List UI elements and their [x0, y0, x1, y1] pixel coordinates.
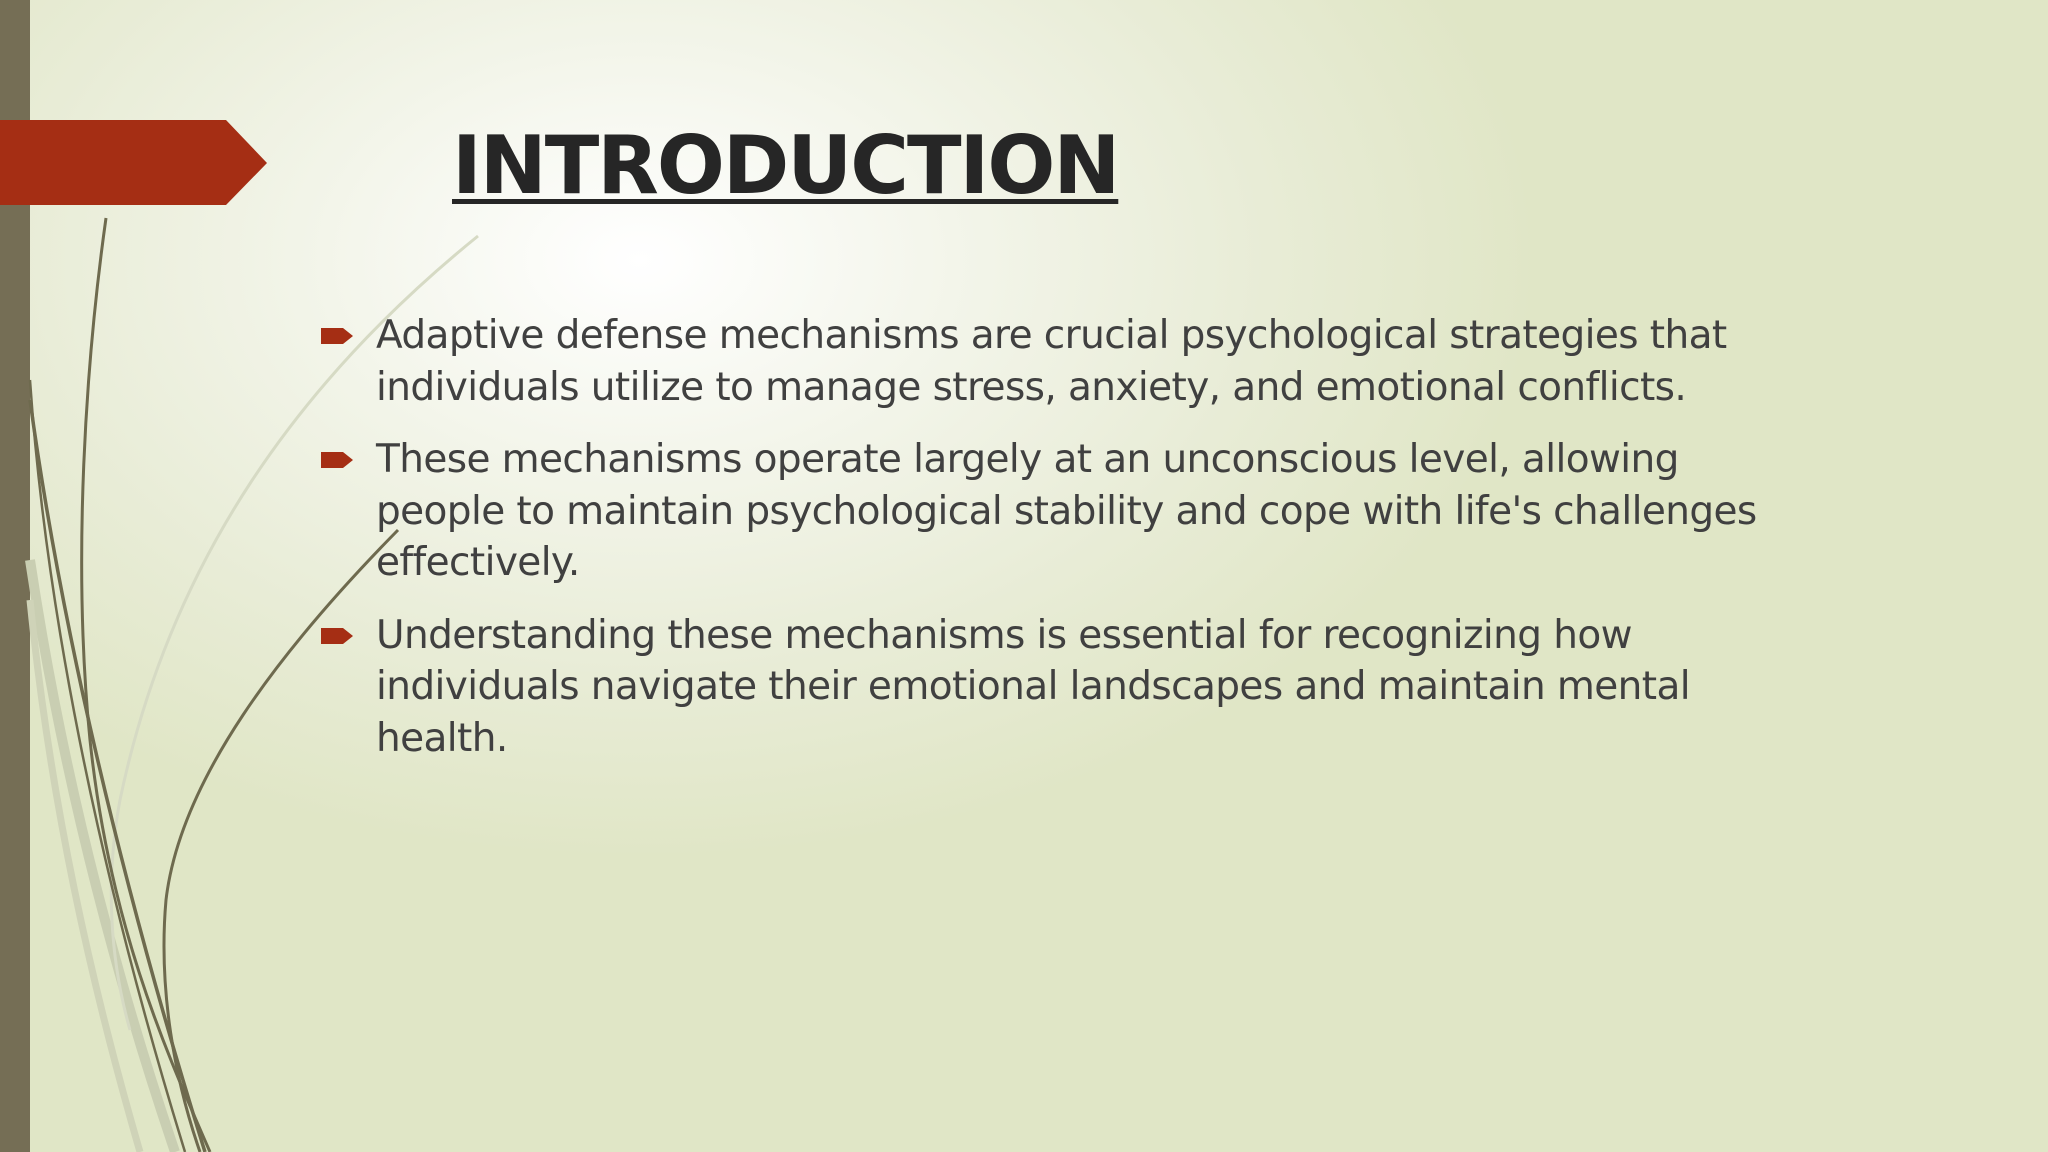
arrow-bullet-icon [321, 452, 353, 468]
bullet-text: Adaptive defense mechanisms are crucial psychological strategies that individuals utilize to manage stress, anxiety, and emotional conflicts. [376, 313, 1727, 410]
list-item [318, 610, 1778, 765]
slide-title: INTRODUCTION [452, 119, 1119, 212]
list-item [318, 434, 1778, 589]
list-item [318, 310, 1778, 413]
arrow-bullet-icon [321, 328, 353, 344]
accent-arrow-banner [0, 120, 267, 205]
bullet-text: Understanding these mechanisms is essential for recognizing how individuals navigate their emotional landscapes and maintain mental health. [376, 612, 1691, 761]
arrow-bullet-icon [321, 628, 353, 644]
bullet-list [318, 310, 1778, 785]
bullet-text: These mechanisms operate largely at an unconscious level, allowing people to maintain psychological stability and cope with life's challenges effectively. [376, 437, 1757, 585]
